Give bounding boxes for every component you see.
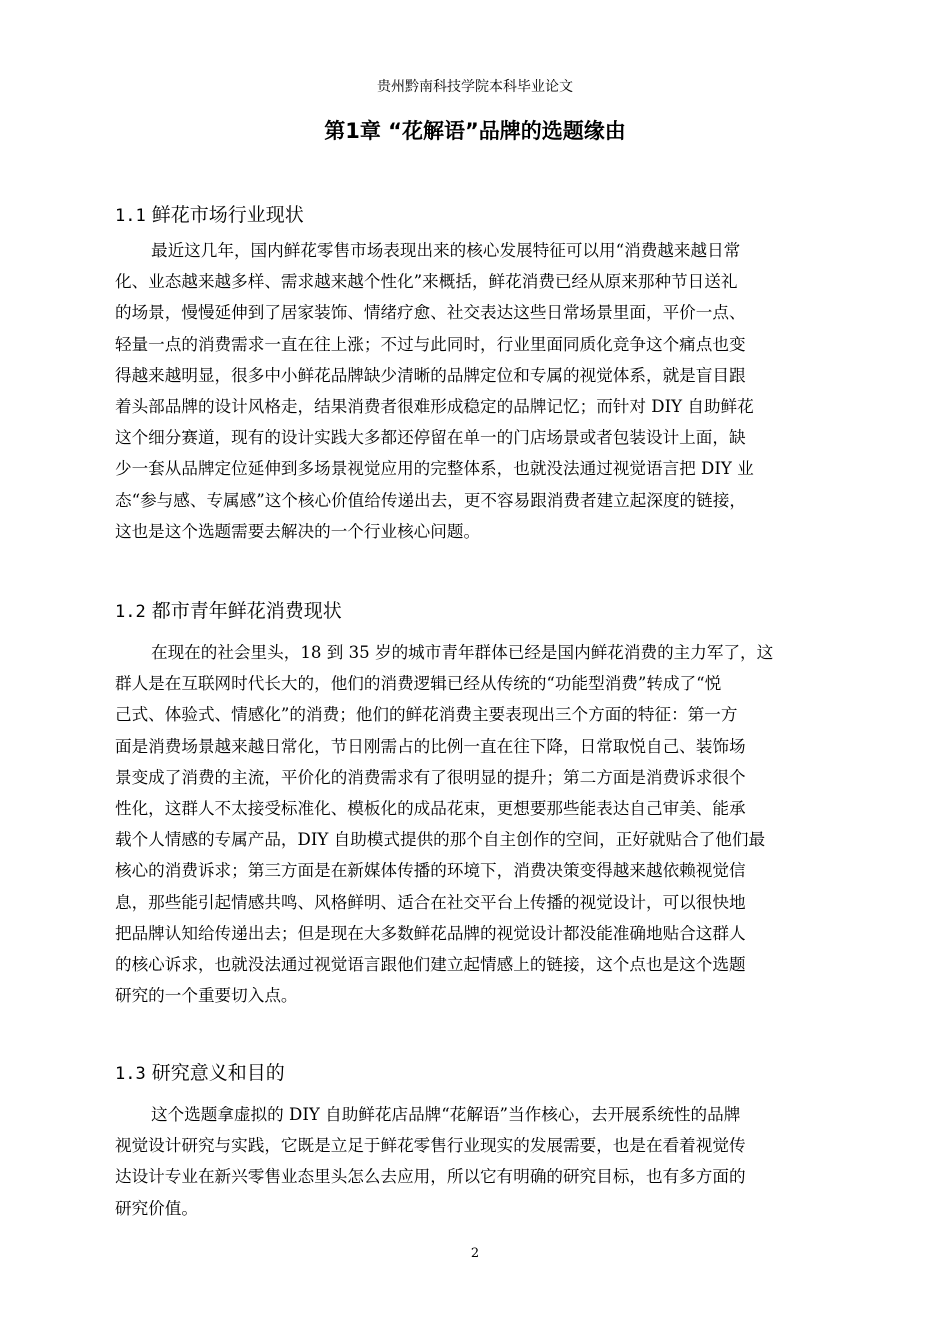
paragraph-line: 着头部品牌的设计风格走，结果消费者很难形成稳定的品牌记忆；而针对 DIY 自助鲜花 [115,396,754,416]
paragraph-line: 在现在的社会里头，18 到 35 岁的城市青年群体已经是国内鲜花消费的主力军了，这 [151,643,774,662]
section-number: 1.3 [115,1064,146,1084]
paragraph-line: 的核心诉求，也就没法通过视觉语言跟他们建立起情感上的链接，这个点也是这个选题 [115,954,746,974]
paragraph-line: 得越来越明显，很多中小鲜花品牌缺少清晰的品牌定位和专属的视觉体系，就是盲目跟 [115,365,746,385]
paragraph-line: 这也是这个选题需要去解决的一个行业核心问题。 [115,521,481,541]
section-heading-1-2 [115,598,342,625]
paragraph-line: 达设计专业在新兴零售业态里头怎么去应用，所以它有明确的研究目标，也有多方面的 [115,1167,746,1187]
section-number: 1.1 [115,206,146,226]
chapter-title: 第1章 “花解语”品牌的选题缘由 [324,119,626,143]
running-header: 贵州黔南科技学院本科毕业论文 [377,79,573,95]
paragraph-line: 这个细分赛道，现有的设计实践大多都还停留在单一的门店场景或者包装设计上面，缺 [115,428,746,448]
paragraph-line: 核心的消费诉求；第三方面是在新媒体传播的环境下，消费决策变得越来越依赖视觉信 [115,861,746,881]
section-number: 1.2 [115,602,146,622]
section-1-3-paragraph [115,1099,865,1224]
paragraph-line: 视觉设计研究与实践，它既是立足于鲜花零售行业现实的发展需要，也是在看着视觉传 [115,1136,746,1156]
section-1-1-paragraph [115,235,865,547]
paragraph-line: 研究价值。 [115,1198,198,1218]
section-heading-1-1 [115,202,304,229]
section-title: 都市青年鲜花消费现状 [151,600,342,622]
section-heading-1-3 [115,1060,285,1087]
paragraph-line: 的场景，慢慢延伸到了居家装饰、情绪疗愈、社交表达这些日常场景里面，平价一点、 [115,303,746,323]
paragraph-line: 群人是在互联网时代长大的，他们的消费逻辑已经从传统的“功能型消费”转成了“悦 [115,674,722,694]
paragraph-line: 性化，这群人不太接受标准化、模板化的成品花束，更想要那些能表达自己审美、能承 [115,798,746,818]
section-title: 鲜花市场行业现状 [151,204,304,226]
section-title: 研究意义和目的 [151,1062,285,1084]
paragraph-line: 少一套从品牌定位延伸到多场景视觉应用的完整体系，也就没法通过视觉语言把 DIY 业 [115,459,754,479]
paragraph-line: 载个人情感的专属产品，DIY 自助模式提供的那个自主创作的空间，正好就贴合了他们最 [115,830,766,850]
paragraph-line: 轻量一点的消费需求一直在往上涨；不过与此同时，行业里面同质化竞争这个痛点也变 [115,334,746,354]
paragraph-line: 化、业态越来越多样、需求越来越个性化”来概括，鲜花消费已经从原来那种节日送礼 [115,272,738,292]
paragraph-line: 这个选题拿虚拟的 DIY 自助鲜花店品牌“花解语”当作核心，去开展系统性的品牌 [151,1105,741,1124]
page-number: 2 [470,1246,480,1261]
paragraph-line: 研究的一个重要切入点。 [115,986,298,1006]
section-1-2-paragraph [115,637,865,1011]
paragraph-line: 己式、体验式、情感化”的消费；他们的鲜花消费主要表现出三个方面的特征：第一方 [115,705,738,725]
paragraph-line: 最近这几年，国内鲜花零售市场表现出来的核心发展特征可以用“消费越来越日常 [151,241,741,260]
paragraph-line: 息，那些能引起情感共鸣、风格鲜明、适合在社交平台上传播的视觉设计，可以很快地 [115,892,746,912]
paragraph-line: 景变成了消费的主流，平价化的消费需求有了很明显的提升；第二方面是消费诉求很个 [115,767,746,787]
paragraph-line: 把品牌认知给传递出去；但是现在大多数鲜花品牌的视觉设计都没能准确地贴合这群人 [115,923,746,943]
paragraph-line: 面是消费场景越来越日常化，节日刚需占的比例一直在往下降，日常取悦自己、装饰场 [115,736,746,756]
paragraph-line: 态“参与感、专属感”这个核心价值给传递出去，更不容易跟消费者建立起深度的链接， [115,490,746,510]
